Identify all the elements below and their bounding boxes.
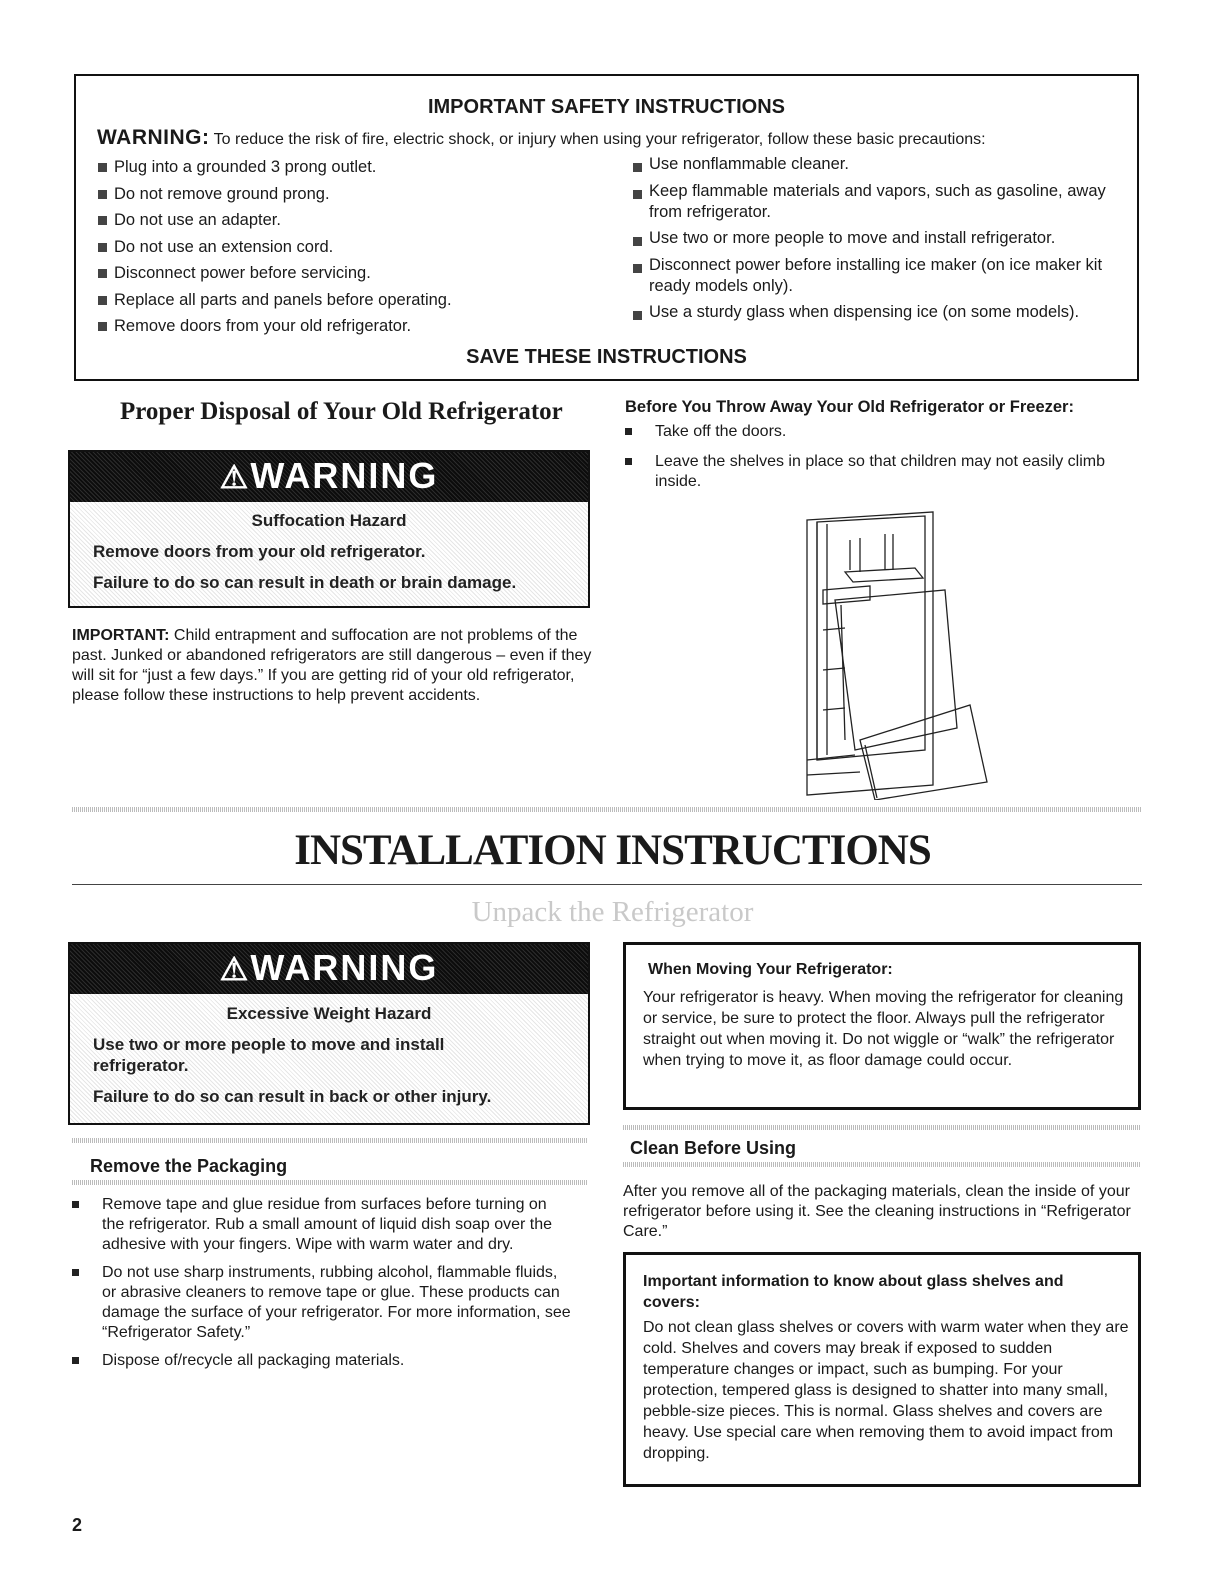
suffocation-warning-box — [68, 450, 590, 608]
warning-word: WARNING — [250, 455, 439, 496]
clean-heading: Clean Before Using — [630, 1138, 797, 1158]
moving-info-box — [623, 942, 1141, 1110]
important-text: Child entrapment and suffocation are not problems of the past. Junked or abandoned refrigerators are still dangerous – even if they will sit for “just a few days.” If you are getting rid of your old refrigerator, please follow these instructions to help prevent accidents. — [72, 627, 592, 704]
list-item: Leave the shelves in place so that children may not easily climb inside. — [625, 452, 1125, 492]
warning-word: WARNING — [250, 947, 439, 988]
glass-body: Do not clean glass shelves or covers with warm water when they are cold. Shelves and covers may break if exposed to sudden temperature changes or impact, such as bumping. For your protection, tempered glass is designed to shatter into many small, pebble-size pieces. This is normal. Glass shelves and covers are heavy. Use special care when removing them to avoid impact from dropping. — [643, 1319, 1129, 1462]
hazard-title: Suffocation Hazard — [251, 511, 407, 530]
warning-banner — [70, 944, 588, 994]
save-instructions: SAVE THESE INSTRUCTIONS — [466, 346, 747, 368]
alert-triangle-icon: ⚠ — [219, 951, 251, 987]
safety-warning — [97, 126, 986, 150]
heading-rule — [623, 1162, 1141, 1167]
list-item: Disconnect power before servicing. — [97, 260, 452, 287]
section-divider — [72, 884, 1142, 885]
packaging-heading: Remove the Packaging — [90, 1156, 288, 1176]
moving-body: Your refrigerator is heavy. When moving the refrigerator for cleaning or service, be sure to protect the floor. Always pull the refrigerator straight out when moving it. Do not wiggle or “walk” the refrigerator when trying to move it, as floor damage could occur. — [643, 989, 1124, 1069]
safety-list-left — [97, 154, 452, 340]
list-item: Use two or more people to move and install refrigerator. — [632, 228, 1132, 249]
hazard-line: Failure to do so can result in death or brain damage. — [93, 573, 517, 592]
hazard-line: Remove doors from your old refrigerator. — [93, 542, 426, 561]
list-item: Do not use an adapter. — [97, 207, 452, 234]
important-paragraph — [72, 626, 592, 706]
list-item: Do not use an extension cord. — [97, 234, 452, 261]
warning-text: To reduce the risk of fire, electric shock, or injury when using your refrigerator, follow these basic precautions: — [213, 131, 986, 148]
list-item: Keep flammable materials and vapors, such as gasoline, away from refrigerator. — [632, 181, 1132, 223]
clean-body: After you remove all of the packaging materials, clean the inside of your refrigerator before using it. See the cleaning instructions in “Refrigerator Care.” — [623, 1183, 1131, 1240]
list-item: Do not use sharp instruments, rubbing alcohol, flammable fluids, or abrasive cleaners to remove tape or glue. These products can damage the surface of your refrigerator. For more information, see “Refrigerator Safety.” — [72, 1263, 572, 1343]
list-item: Use a sturdy glass when dispensing ice (on some models). — [632, 302, 1132, 323]
list-item: Disconnect power before installing ice maker (on ice maker kit ready models only). — [632, 255, 1132, 297]
refrigerator-doors-removed-illustration — [805, 510, 990, 800]
list-item: Do not remove ground prong. — [97, 181, 452, 208]
safety-list-right — [632, 154, 1132, 329]
safety-instructions-box — [74, 74, 1139, 381]
disposal-heading: Proper Disposal of Your Old Refrigerator — [120, 398, 563, 425]
hazard-line: refrigerator. — [93, 1056, 189, 1075]
hazard-line: Use two or more people to move and install — [93, 1035, 445, 1054]
heading-rule — [623, 1125, 1141, 1130]
safety-title: IMPORTANT SAFETY INSTRUCTIONS — [427, 96, 786, 118]
glass-title: Important information to know about glass shelves and covers: — [643, 1273, 1064, 1311]
installation-title: INSTALLATION INSTRUCTIONS — [294, 827, 931, 874]
alert-triangle-icon: ⚠ — [219, 459, 251, 495]
before-list — [625, 422, 1125, 502]
weight-warning-box — [68, 942, 590, 1125]
list-item: Take off the doors. — [625, 422, 1125, 442]
list-item: Replace all parts and panels before operating. — [97, 287, 452, 314]
warning-banner — [70, 452, 588, 502]
important-label: IMPORTANT: — [72, 627, 170, 644]
heading-rule — [72, 1180, 588, 1185]
warning-label: WARNING: — [97, 126, 210, 149]
hazard-title: Excessive Weight Hazard — [226, 1004, 432, 1023]
moving-title: When Moving Your Refrigerator: — [648, 961, 893, 978]
heading-rule — [72, 1138, 588, 1143]
unpack-title: Unpack the Refrigerator — [471, 896, 754, 928]
list-item: Dispose of/recycle all packaging materials. — [72, 1351, 572, 1371]
list-item: Remove tape and glue residue from surfaces before turning on the refrigerator. Rub a small amount of liquid dish soap over the adhesive with your fingers. Wipe with warm water and dry. — [72, 1195, 572, 1255]
list-item: Remove doors from your old refrigerator. — [97, 313, 452, 340]
packaging-list — [72, 1195, 572, 1379]
hazard-line: Failure to do so can result in back or other injury. — [93, 1087, 492, 1106]
page-number: 2 — [72, 1515, 83, 1535]
glass-info-box — [623, 1252, 1141, 1487]
list-item: Use nonflammable cleaner. — [632, 154, 1132, 175]
before-heading: Before You Throw Away Your Old Refrigerator or Freezer: — [625, 398, 1074, 416]
section-divider — [72, 807, 1142, 812]
list-item: Plug into a grounded 3 prong outlet. — [97, 154, 452, 181]
